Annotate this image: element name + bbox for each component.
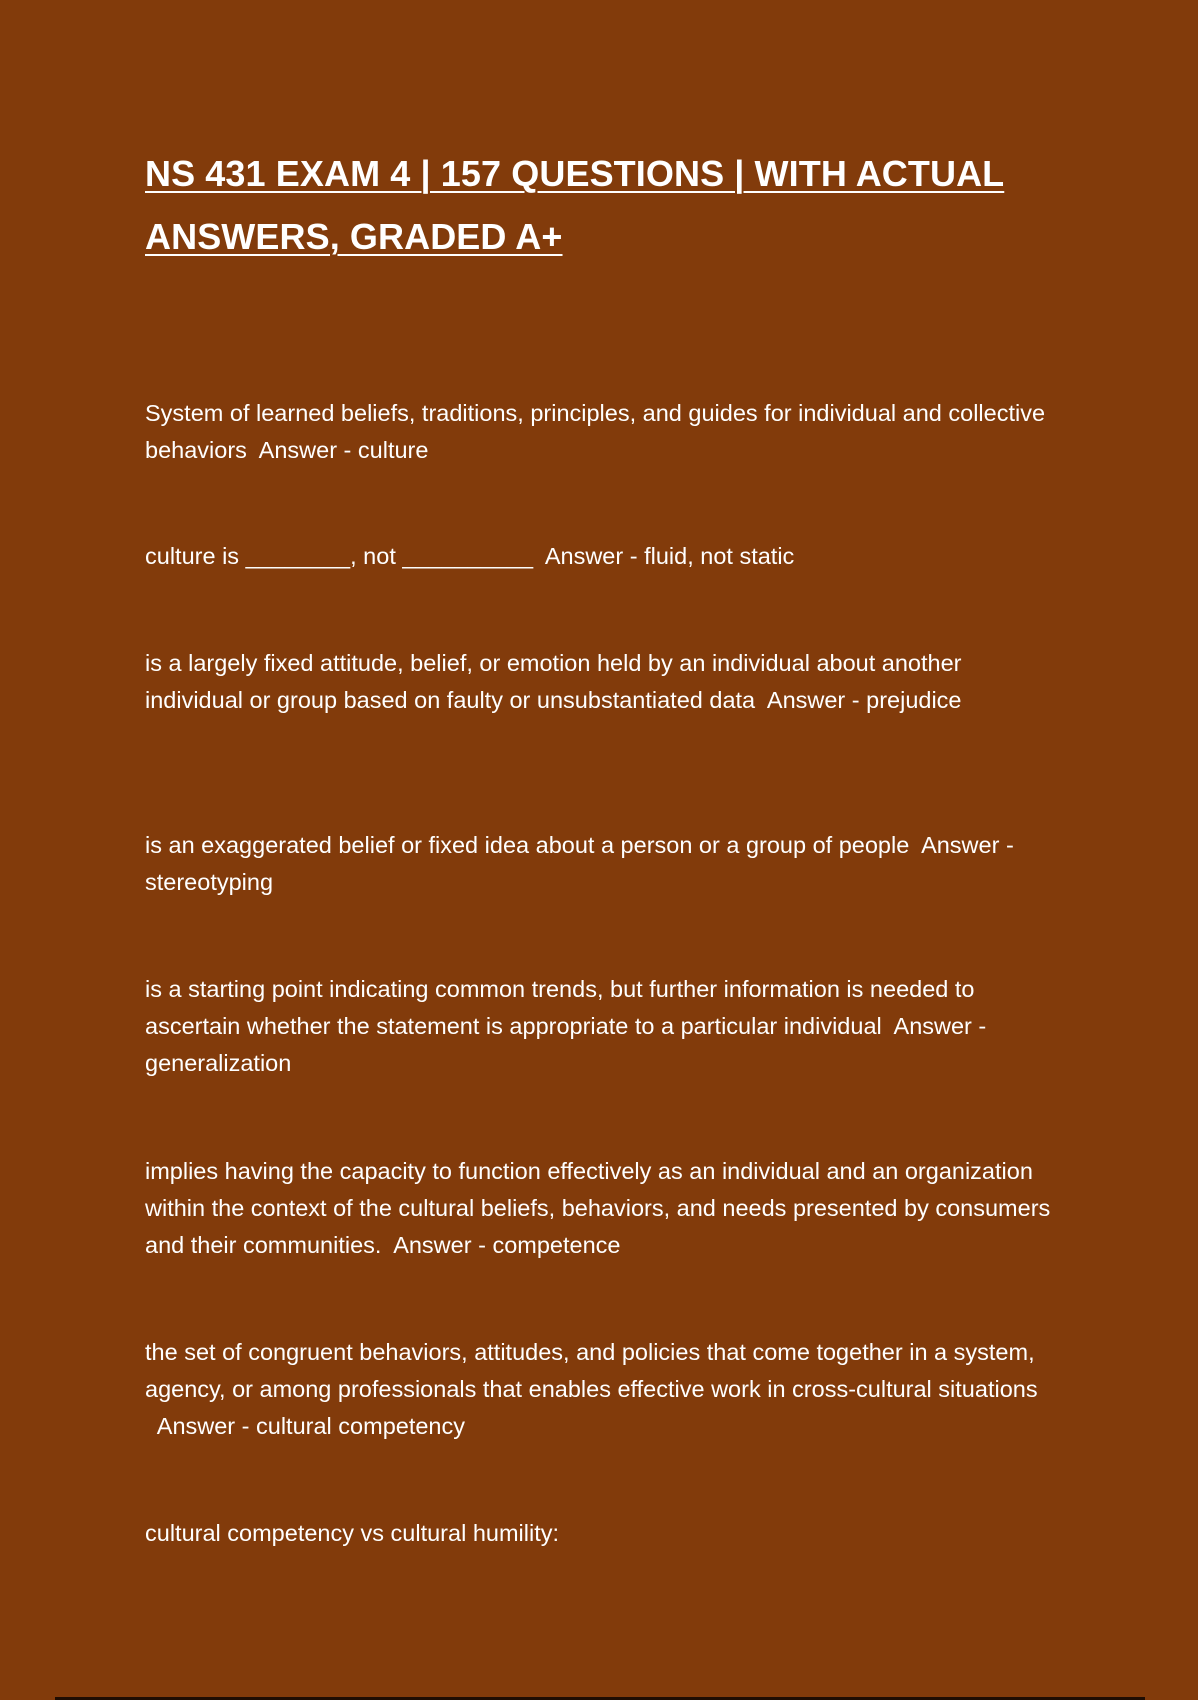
qa-item-7: [145, 1334, 1065, 1445]
answer-text: generalization: [145, 1050, 292, 1076]
qa-item-1: [145, 395, 1065, 469]
qa-item-5: [145, 971, 1065, 1082]
answer-text: prejudice: [866, 687, 962, 713]
answer-prefix: Answer -: [766, 687, 867, 713]
answer-prefix: Answer -: [921, 832, 1014, 858]
question-text: is a starting point indicating common trends, but further information is needed to ascertain whether the statement is appropriate to a particular individual: [145, 976, 975, 1039]
question-text: culture is ________, not __________: [145, 543, 534, 569]
answer-prefix: Answer -: [393, 1232, 493, 1258]
answer-prefix: Answer -: [893, 1013, 987, 1039]
answer-prefix: Answer -: [544, 543, 645, 569]
qa-item-6: [145, 1153, 1065, 1264]
question-text: is a largely fixed attitude, belief, or emotion held by an individual about another individual or group based on faulty or unsubstantiated data: [145, 650, 962, 713]
qa-item-2: [145, 538, 1065, 575]
qa-item-8: [145, 1515, 1065, 1552]
answer-text: competence: [492, 1232, 621, 1258]
answer-text: stereotyping: [145, 869, 274, 895]
question-text: is an exaggerated belief or fixed idea about a person or a group of people: [145, 832, 910, 858]
answer-prefix: Answer -: [258, 437, 358, 463]
answer-text: cultural competency: [256, 1413, 466, 1439]
document-title: NS 431 EXAM 4 | 157 QUESTIONS | WITH ACTUAL ANSWERS, GRADED A+: [145, 153, 1005, 257]
question-text: System of learned beliefs, traditions, principles, and guides for individual and collective behaviors: [145, 400, 1046, 463]
qa-item-4: [145, 827, 1065, 901]
answer-prefix: Answer -: [156, 1413, 257, 1439]
question-text: cultural competency vs cultural humility:: [145, 1520, 560, 1546]
answer-text: culture: [357, 437, 429, 463]
question-text: the set of congruent behaviors, attitudes, and policies that come together in a system, agency, or among professionals that enables effective work in cross-cultural situations: [145, 1339, 1038, 1402]
answer-text: fluid, not static: [644, 543, 795, 569]
question-text: implies having the capacity to function effectively as an individual and an organization within the context of the cultural beliefs, behaviors, and needs presented by consumers and their communities.: [145, 1158, 1051, 1258]
qa-item-3: [145, 645, 1065, 719]
